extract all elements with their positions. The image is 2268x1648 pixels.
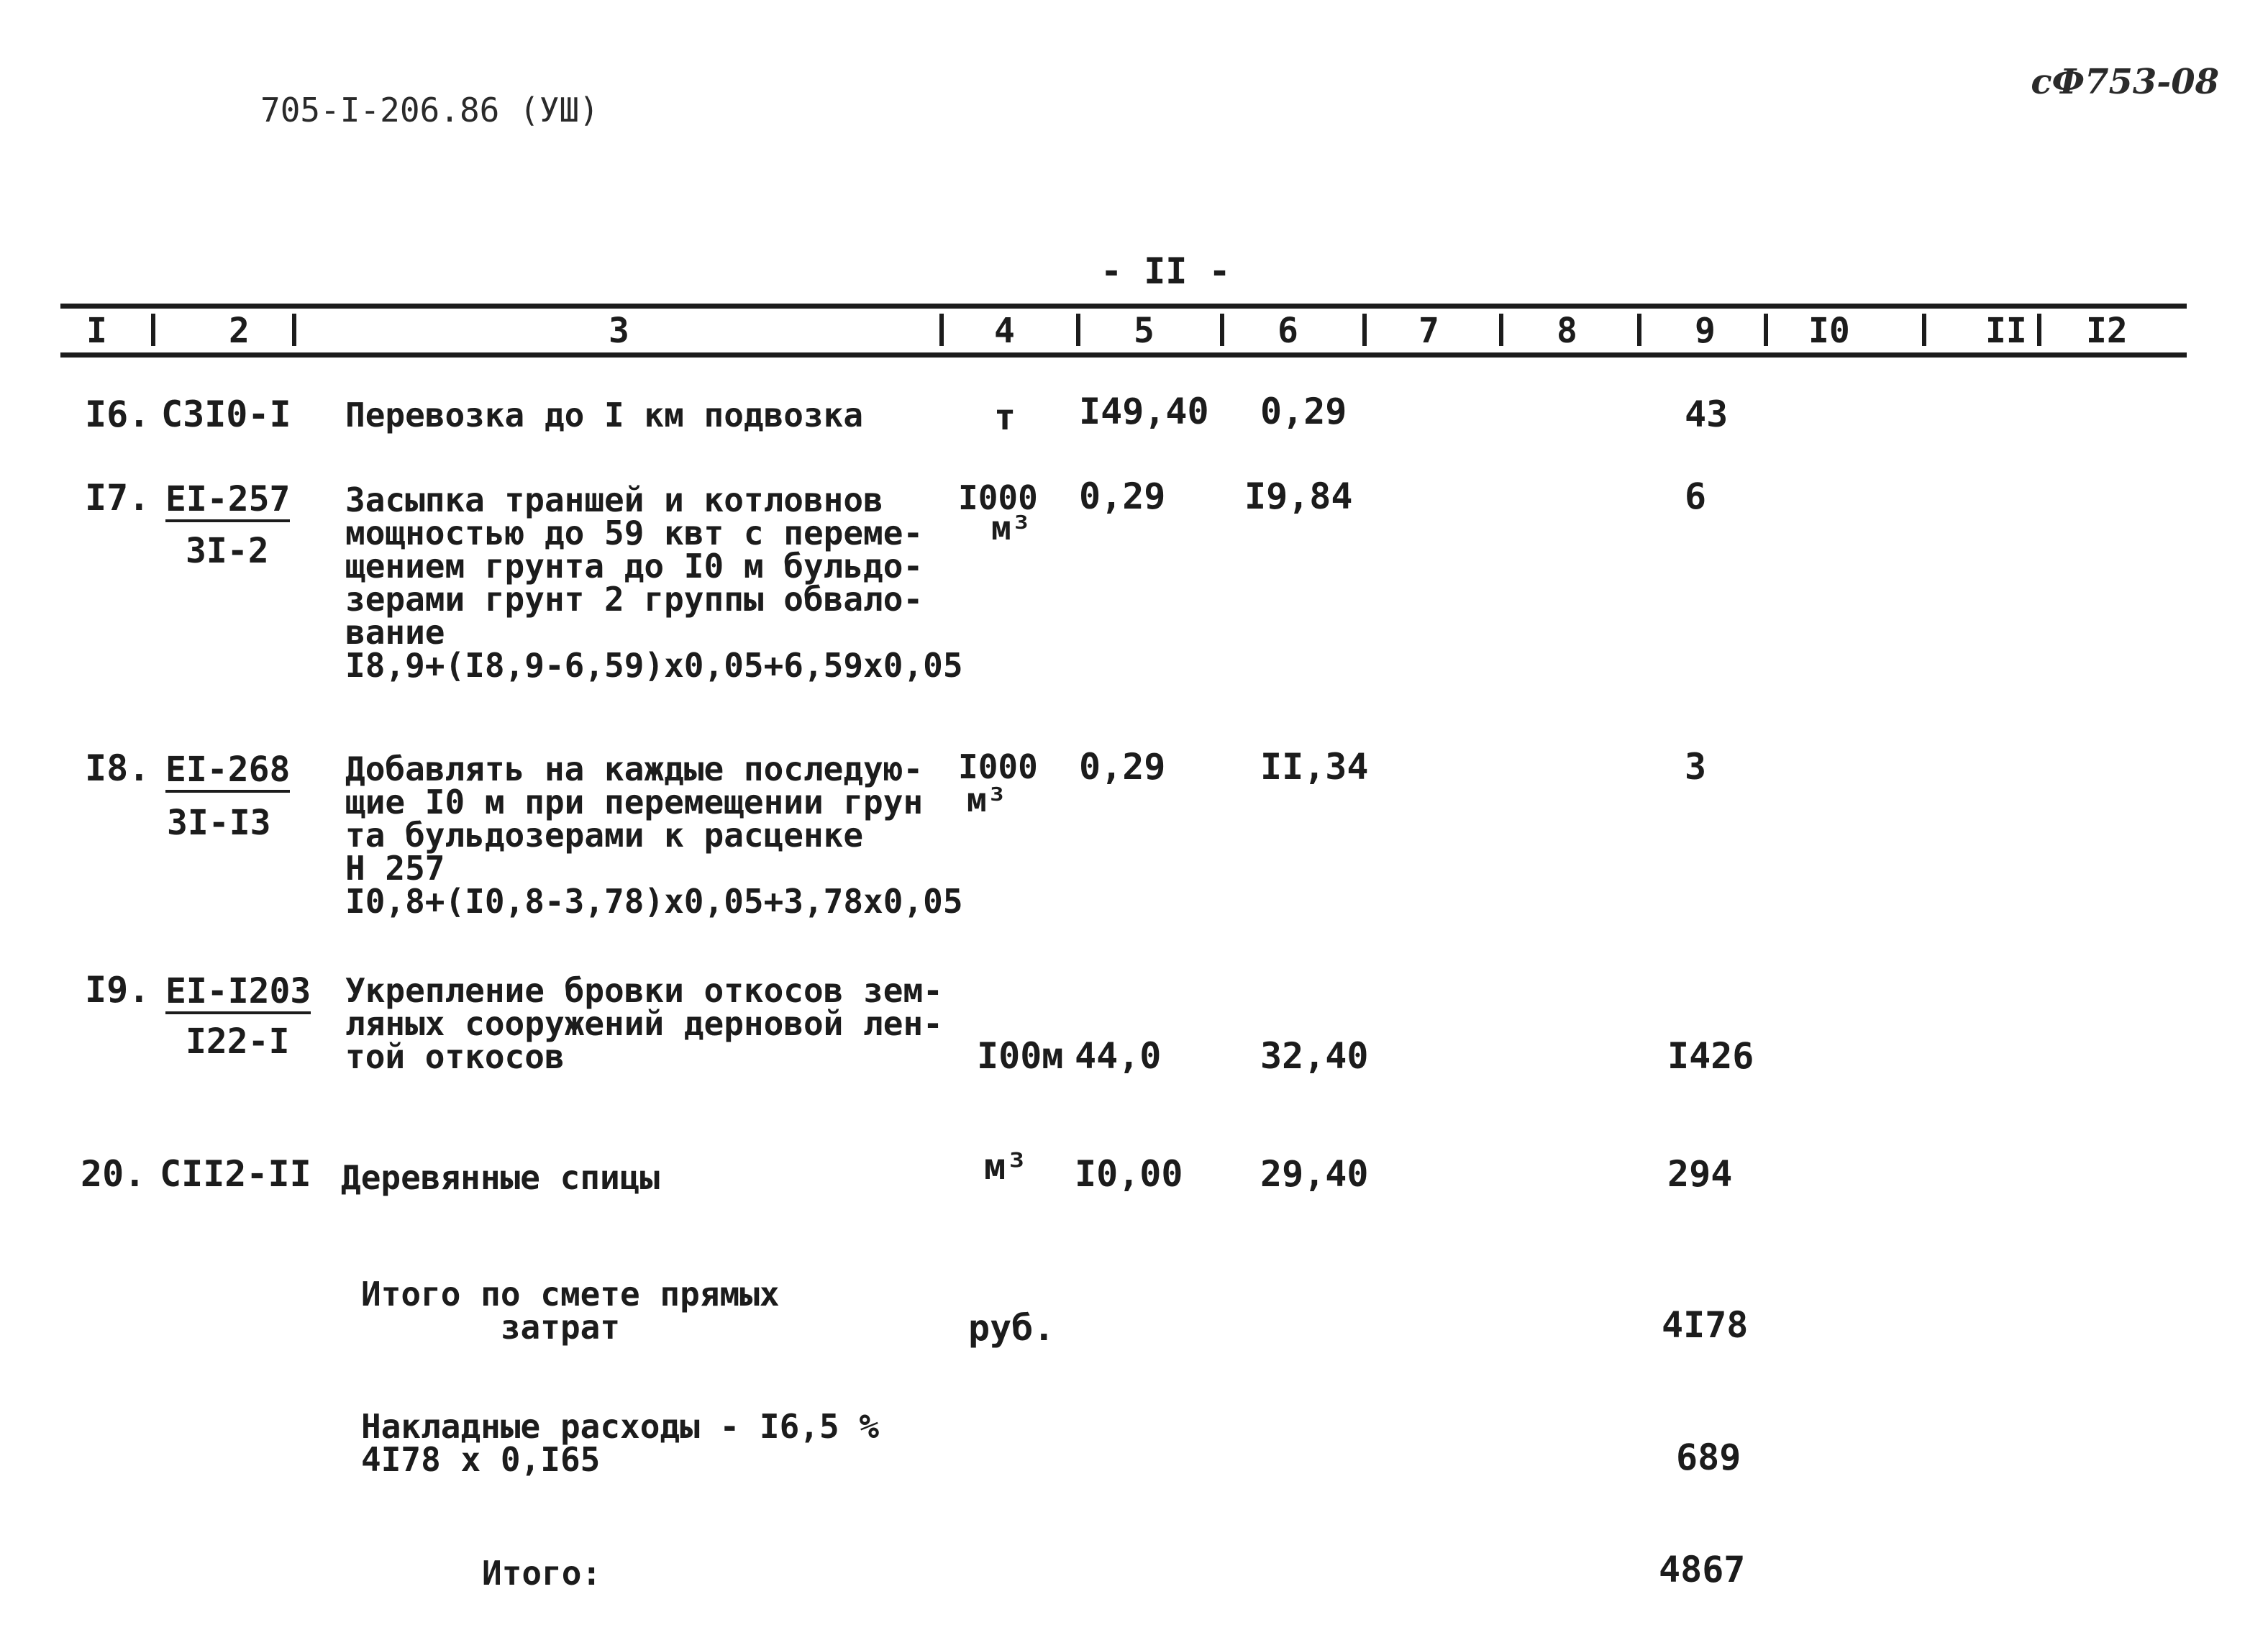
row-description: Укрепление бровки откосов зем- ляных сооружений дерновой лен- той откосов bbox=[345, 971, 943, 1076]
column-separator bbox=[1922, 314, 1926, 346]
row-price: 32,40 bbox=[1260, 1035, 1369, 1077]
row-code: ЕI-268 bbox=[165, 752, 290, 793]
row-code-secondary: I22-I bbox=[186, 1021, 290, 1062]
row-price: I9,84 bbox=[1244, 475, 1353, 517]
row-number: I8. bbox=[85, 747, 150, 789]
table-header-bottom-rule bbox=[60, 352, 2187, 358]
column-separator bbox=[1637, 314, 1641, 346]
row-code: ЕI-I203 bbox=[165, 974, 311, 1014]
row-code: С3I0-I bbox=[161, 393, 291, 435]
row-description: Добавлять на каждые последую- щие I0 м при перемещении грун та бульдозерами к расценке Н 257 I0,8+(I0,8-3,78)х0,05+3,78х0,05 bbox=[345, 750, 963, 921]
row-total: 3 bbox=[1685, 746, 1707, 788]
row-unit-secondary: м³ bbox=[967, 780, 1007, 819]
column-header-11: II bbox=[1985, 311, 2027, 351]
row-total: 43 bbox=[1685, 393, 1729, 435]
summary-direct-unit: руб. bbox=[968, 1307, 1055, 1349]
summary-direct-label: Итого по смете прямых затрат bbox=[361, 1275, 780, 1347]
row-unit: т bbox=[994, 396, 1016, 438]
summary-total-value: 4867 bbox=[1659, 1549, 1746, 1590]
row-total: 6 bbox=[1685, 475, 1707, 517]
row-description: Перевозка до I км подвозка bbox=[345, 396, 864, 434]
row-total: I426 bbox=[1667, 1035, 1754, 1077]
column-separator bbox=[151, 314, 155, 346]
row-code: СII2-II bbox=[160, 1153, 311, 1195]
row-code-secondary: 3I-2 bbox=[186, 531, 269, 571]
archive-stamp: сФ753-08 bbox=[2031, 62, 2219, 102]
column-header-2: 2 bbox=[229, 311, 250, 351]
row-price: II,34 bbox=[1260, 746, 1369, 788]
column-header-12: I2 bbox=[2086, 311, 2128, 351]
column-separator bbox=[2037, 314, 2041, 346]
row-unit: I00м bbox=[977, 1035, 1064, 1077]
column-header-8: 8 bbox=[1557, 311, 1577, 351]
column-separator bbox=[1362, 314, 1367, 346]
row-quantity: 44,0 bbox=[1075, 1035, 1162, 1077]
row-unit: I000 bbox=[958, 478, 1038, 517]
page-number: - II - bbox=[1101, 250, 1231, 292]
column-separator bbox=[939, 314, 944, 346]
column-header-6: 6 bbox=[1278, 311, 1298, 351]
column-separator bbox=[292, 314, 296, 346]
row-code: ЕI-257 bbox=[165, 482, 290, 522]
row-quantity: I0,00 bbox=[1075, 1153, 1183, 1195]
row-number: 20. bbox=[81, 1153, 146, 1195]
column-header-9: 9 bbox=[1695, 311, 1716, 351]
row-number: I9. bbox=[85, 969, 150, 1011]
column-header-5: 5 bbox=[1134, 311, 1155, 351]
row-quantity: I49,40 bbox=[1079, 391, 1209, 432]
summary-overhead-label: Накладные расходы - I6,5 % 4I78 х 0,I65 bbox=[361, 1407, 880, 1479]
row-description: Деревянные спицы bbox=[341, 1158, 660, 1197]
row-number: I6. bbox=[85, 393, 150, 435]
table-top-rule bbox=[60, 304, 2187, 309]
column-separator bbox=[1499, 314, 1503, 346]
row-quantity: 0,29 bbox=[1079, 746, 1166, 788]
row-unit: м³ bbox=[984, 1146, 1028, 1188]
row-unit-secondary: м³ bbox=[991, 509, 1031, 547]
row-quantity: 0,29 bbox=[1079, 475, 1166, 517]
document-code: 705-I-206.86 (УШ) bbox=[260, 91, 599, 129]
column-header-3: 3 bbox=[609, 311, 629, 351]
row-number: I7. bbox=[85, 477, 150, 519]
column-header-4: 4 bbox=[994, 311, 1015, 351]
column-header-10: I0 bbox=[1808, 311, 1850, 351]
summary-overhead-value: 689 bbox=[1676, 1437, 1741, 1478]
row-description: Засыпка траншей и котловнов мощностью до 59 квт с переме- щением грунта до I0 м бульдо- зерами грунт 2 группы обвало- вание I8,9+(I8,9-6,59)х0,05+6,59х0,05 bbox=[345, 481, 963, 685]
summary-total-label: Итого: bbox=[482, 1554, 602, 1593]
row-total: 294 bbox=[1667, 1153, 1733, 1195]
row-code-secondary: 3I-I3 bbox=[167, 803, 271, 843]
row-price: 29,40 bbox=[1260, 1153, 1369, 1195]
row-price: 0,29 bbox=[1260, 391, 1347, 432]
column-separator bbox=[1220, 314, 1224, 346]
summary-direct-value: 4I78 bbox=[1662, 1304, 1749, 1346]
column-separator bbox=[1076, 314, 1080, 346]
column-header-7: 7 bbox=[1418, 311, 1439, 351]
column-separator bbox=[1764, 314, 1768, 346]
column-header-1: I bbox=[86, 311, 107, 351]
row-unit: I000 bbox=[958, 747, 1038, 786]
